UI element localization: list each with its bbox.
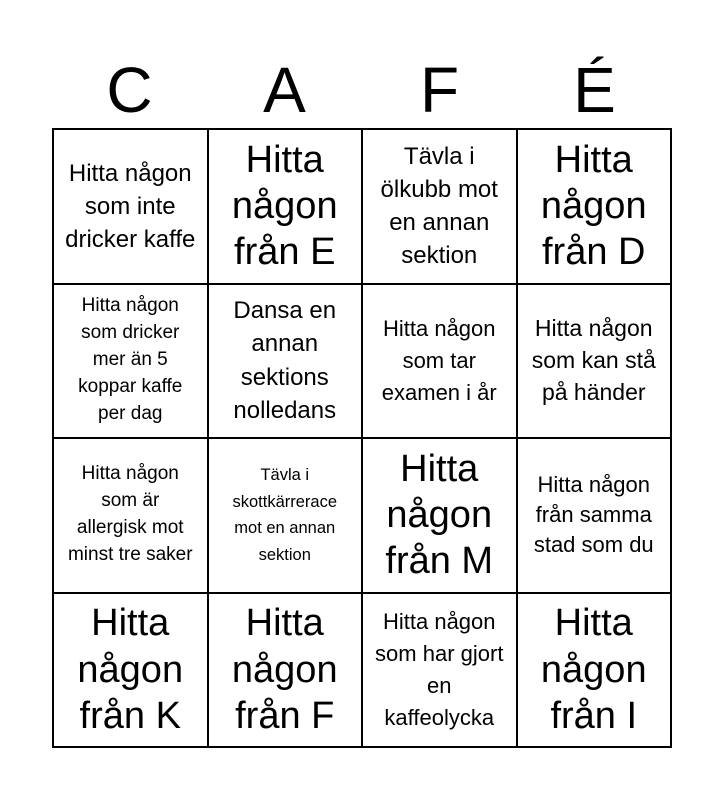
cell-text: Hitta någon från D — [540, 138, 647, 274]
bingo-cell[interactable] — [363, 594, 518, 749]
bingo-cell[interactable] — [54, 439, 209, 594]
cell-text: Tävla i skottkärrerace mot en annan sektion — [232, 466, 338, 564]
bingo-cell[interactable] — [363, 130, 518, 285]
bingo-cell[interactable] — [363, 285, 518, 440]
cell-text: Hitta någon som har gjort en kaffeolycka — [375, 608, 504, 730]
bingo-cell[interactable] — [209, 285, 364, 440]
bingo-cell[interactable] — [209, 130, 364, 285]
cell-text: Hitta någon från K — [77, 602, 184, 737]
bingo-cell[interactable] — [518, 439, 673, 594]
cell-text: Hitta någon som inte dricker kaffe — [65, 159, 196, 253]
bingo-cell[interactable] — [209, 439, 364, 594]
bingo-cell[interactable] — [209, 594, 364, 749]
bingo-cell[interactable] — [54, 594, 209, 749]
bingo-header — [52, 52, 672, 128]
cell-text: Dansa en annan sektions nolledans — [233, 296, 337, 425]
header-letter-a: A — [263, 54, 306, 126]
cell-text: Hitta någon som är allergisk mot minst tre saker — [67, 463, 193, 566]
cell-text: Hitta någon från F — [231, 602, 338, 737]
bingo-cell[interactable] — [54, 285, 209, 440]
header-letter-f: F — [419, 54, 460, 126]
bingo-cell[interactable] — [54, 130, 209, 285]
header-letter-e-acute: É — [573, 54, 616, 126]
bingo-cell[interactable] — [363, 439, 518, 594]
bingo-cell[interactable] — [518, 285, 673, 440]
bingo-board — [52, 128, 672, 748]
bingo-cell[interactable] — [518, 594, 673, 749]
cell-text: Hitta någon från samma stad som du — [533, 472, 654, 558]
cell-text: Hitta någon från M — [385, 447, 494, 583]
cell-text: Tävla i ölkubb mot en annan sektion — [380, 143, 498, 270]
cell-text: Hitta någon som dricker mer än 5 koppar kaffe per dag — [78, 295, 183, 425]
cell-text: Hitta någon från I — [540, 602, 647, 737]
cell-text: Hitta någon som kan stå på händer — [531, 315, 656, 405]
header-letter-c: C — [106, 54, 153, 126]
bingo-cell[interactable] — [518, 130, 673, 285]
cell-text: Hitta någon som tar examen i år — [381, 315, 497, 405]
cell-text: Hitta någon från E — [231, 138, 338, 274]
